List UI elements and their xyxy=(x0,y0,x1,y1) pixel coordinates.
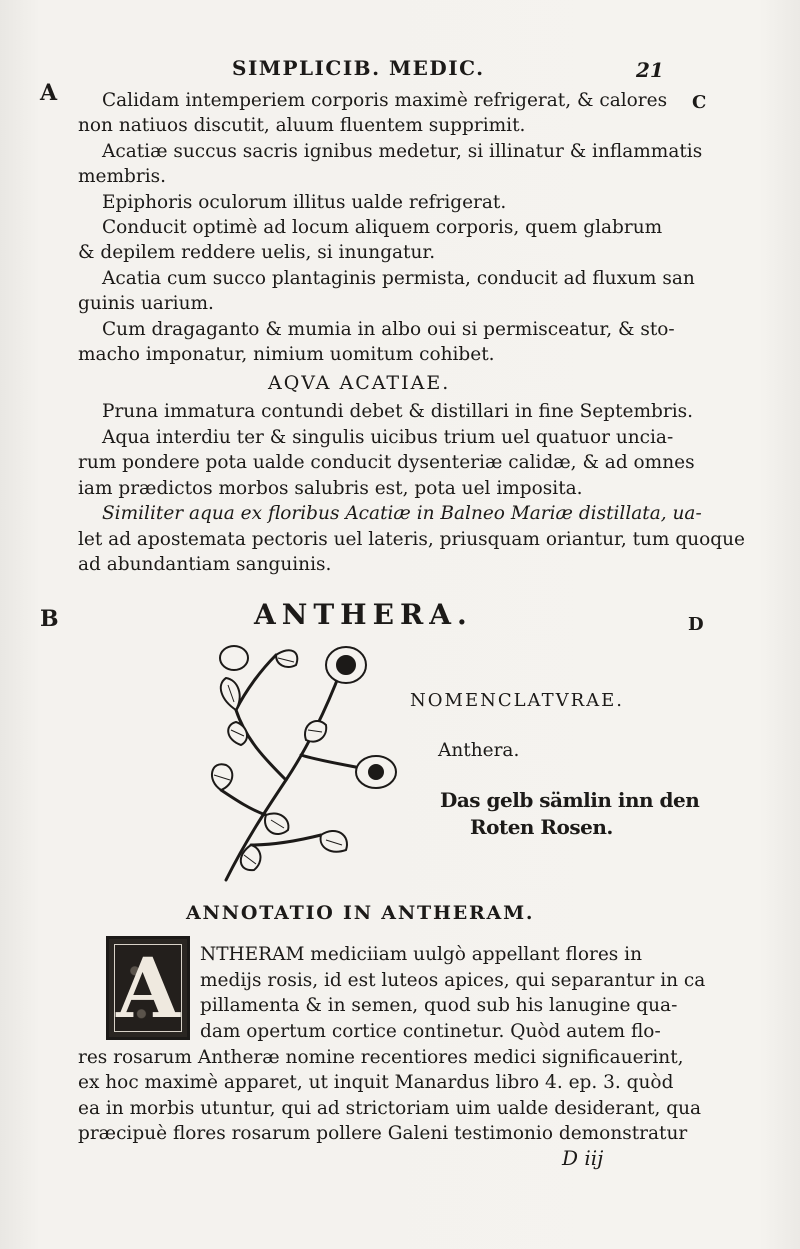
margin-marker-d: D xyxy=(688,614,704,635)
text-line: let ad apostemata pectoris uel lateris, priusquam oriantur, tum quoque xyxy=(78,529,745,550)
running-title: SIMPLICIB. MEDIC. xyxy=(232,56,485,80)
text-line: dam opertum cortice continetur. Quòd autem flo- xyxy=(200,1021,661,1042)
text-line: Epiphoris oculorum illitus ualde refrigerat. xyxy=(102,192,507,213)
nomenclature-german-line2: Roten Rosen. xyxy=(470,815,613,839)
text-line: guinis uarium. xyxy=(78,293,214,314)
nomenclature-german-line1: Das gelb sämlin inn den xyxy=(440,788,700,812)
signature-mark: D iij xyxy=(562,1146,604,1170)
text-line: iam prædictos morbos salubris est, pota uel imposita. xyxy=(78,478,583,499)
text-line: ad abundantiam sanguinis. xyxy=(78,554,332,575)
nomenclature-latin: Anthera. xyxy=(438,740,520,761)
text-line: ex hoc maximè apparet, ut inquit Manardus libro 4. ep. 3. quòd xyxy=(78,1072,674,1093)
text-line: membris. xyxy=(78,166,167,187)
text-line: Cum dragaganto & mumia in albo oui si permisceatur, & sto- xyxy=(102,319,675,340)
text-line: ea in morbis utuntur, qui ad strictoriam uim ualde desiderant, qua xyxy=(78,1098,702,1119)
text-line: præcipuè flores rosarum pollere Galeni testimonio demonstratur xyxy=(78,1123,688,1144)
nomenclature-title: NOMENCLATVRAE. xyxy=(410,690,624,711)
annotation-title: ANNOTATIO IN ANTHERAM. xyxy=(186,902,535,924)
main-title: ANTHERA. xyxy=(254,598,473,631)
page-number: 21 xyxy=(636,58,664,82)
text-line: non natiuos discutit, aluum fluentem supprimit. xyxy=(78,115,526,136)
text-line: Pruna immatura contundi debet & distillari in fine Septembris. xyxy=(102,401,693,422)
text-line: medijs rosis, id est luteos apices, qui separantur in ca xyxy=(200,970,706,991)
text-line: & depilem reddere uelis, si inungatur. xyxy=(78,242,436,263)
section-title-aqua: AQVA ACATIAE. xyxy=(268,372,451,394)
text-line: Similiter aqua ex floribus Acatiæ in Balneo Mariæ distillata, ua- xyxy=(102,503,702,524)
text-line: pillamenta & in semen, quod sub his lanugine qua- xyxy=(200,995,678,1016)
text-line: NTHERAM mediciiam uulgò appellant flores in xyxy=(200,944,643,965)
text-line: rum pondere pota ualde conducit dysenteriæ calidæ, & ad omnes xyxy=(78,452,695,473)
text-line: Acatia cum succo plantaginis permista, conducit ad fluxum san xyxy=(102,268,695,289)
text-line: res rosarum Antheræ nomine recentiores medici significauerint, xyxy=(78,1047,684,1068)
initial-letter: A xyxy=(116,941,180,1037)
text-line: Acatiæ succus sacris ignibus medetur, si illinatur & inflammatis xyxy=(102,141,703,162)
text-line: Calidam intemperiem corporis maximè refrigerat, & calores xyxy=(102,90,668,111)
margin-marker-c: C xyxy=(692,92,707,113)
decorated-initial xyxy=(106,936,190,1040)
text-line: Conducit optimè ad locum aliquem corporis, quem glabrum xyxy=(102,217,663,238)
margin-marker-b: B xyxy=(40,606,59,632)
text-line: macho imponatur, nimium uomitum cohibet. xyxy=(78,344,495,365)
rose-branch-woodcut-icon xyxy=(206,640,402,890)
margin-marker-a: A xyxy=(40,80,58,106)
text-line: Aqua interdiu ter & singulis uicibus trium uel quatuor uncia- xyxy=(102,427,674,448)
